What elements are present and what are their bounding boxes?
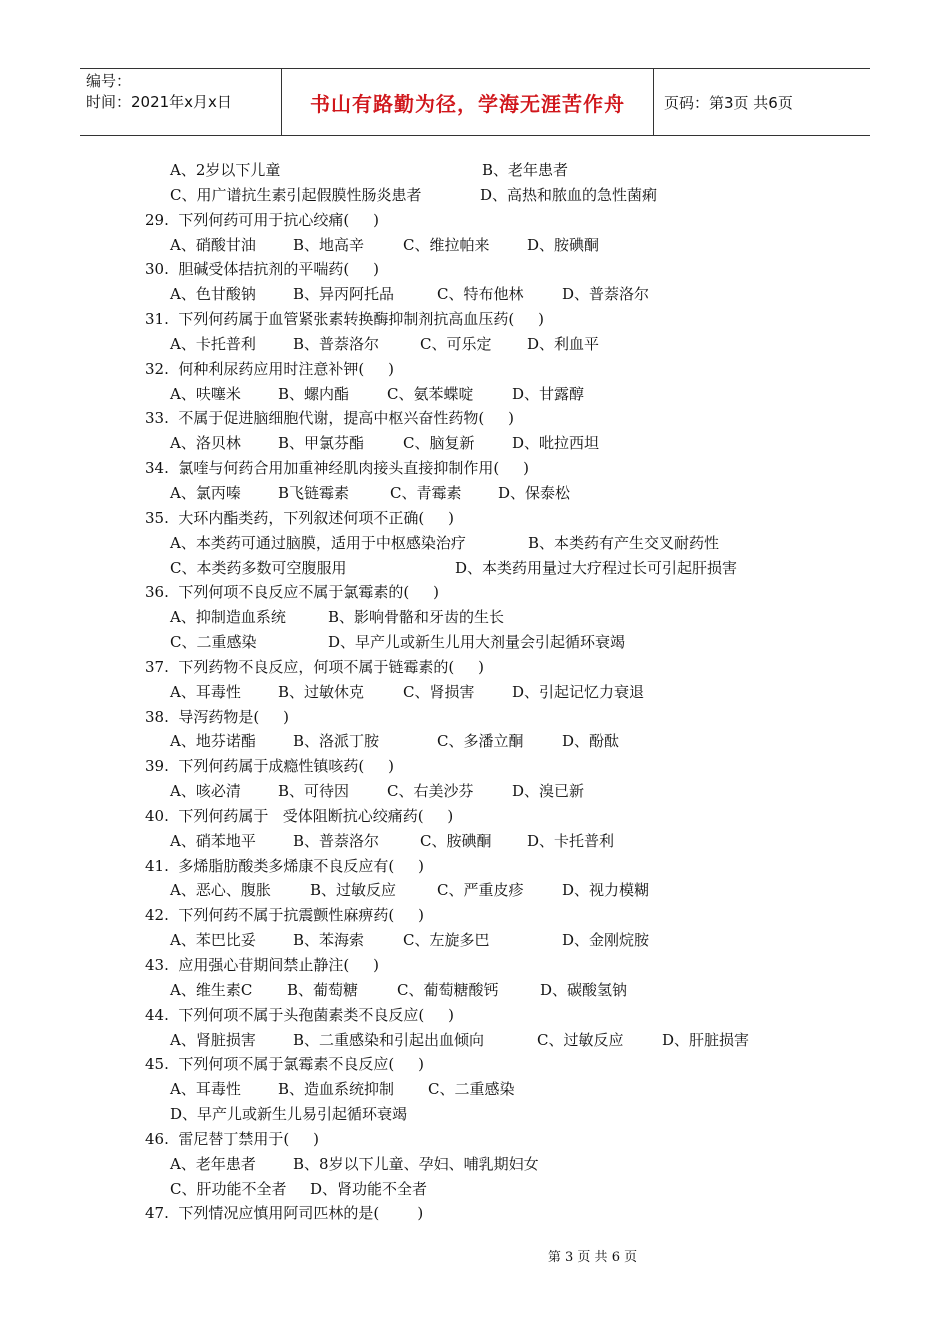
answer-option: D、普萘洛尔 xyxy=(562,285,650,304)
option-row xyxy=(0,1028,950,1053)
answer-option: A、维生素C xyxy=(170,980,253,999)
answer-option: C、维拉帕来 xyxy=(403,235,490,254)
answer-option: C、脑复新 xyxy=(403,434,475,453)
answer-option: A、2岁以下儿童 xyxy=(170,161,281,179)
answer-option: B、异丙阿托品 xyxy=(293,285,395,304)
answer-option: A、呋噻米 xyxy=(170,384,241,403)
answer-option: B、葡萄糖 xyxy=(287,980,359,999)
answer-option: B、地高辛 xyxy=(293,235,365,254)
answer-option: D、甘露醇 xyxy=(512,384,585,403)
answer-option: D、吡拉西坦 xyxy=(512,434,600,453)
header-page-info: 页码：第3页 共6页 xyxy=(664,93,793,112)
question-stem: 40. 下列何药属于 受体阻断抗心绞痛药( ) xyxy=(145,806,454,825)
header-meta xyxy=(80,69,282,135)
question-stem: 39. 下列何药属于成瘾性镇咳药( ) xyxy=(145,757,394,776)
answer-option: D、视力模糊 xyxy=(562,881,650,900)
answer-option: B、普萘洛尔 xyxy=(293,831,380,850)
option-row xyxy=(0,878,950,903)
answer-option: A、耳毒性 xyxy=(170,1080,241,1099)
document-number-label: 编号： xyxy=(86,72,132,90)
answer-option: D、溴已新 xyxy=(512,782,585,801)
answer-option: B、二重感染和引起出血倾向 xyxy=(293,1030,485,1049)
header-motto: 书山有路勤为径，学海无涯苦作舟 xyxy=(282,69,654,135)
answer-option: A、肾脏损害 xyxy=(170,1030,256,1049)
question-stem: 45. 下列何项不属于氯霉素不良反应( ) xyxy=(145,1055,424,1074)
option-row xyxy=(0,978,950,1003)
answer-option: C、胺碘酮 xyxy=(420,831,492,850)
question-stem: 29. 下列何药可用于抗心绞痛( ) xyxy=(145,210,379,229)
answer-option: D、肝脏损害 xyxy=(662,1030,750,1049)
option-row xyxy=(0,183,950,208)
answer-option: C、特布他林 xyxy=(437,285,524,304)
answer-option: B、造血系统抑制 xyxy=(278,1080,395,1099)
answer-option: B、老年患者 xyxy=(482,161,569,179)
option-row xyxy=(0,779,950,804)
option-row xyxy=(0,431,950,456)
option-row xyxy=(0,630,950,655)
answer-option: A、氯丙嗪 xyxy=(170,483,241,502)
answer-option: C、肾损害 xyxy=(403,682,475,701)
answer-option: D、利血平 xyxy=(527,334,600,353)
answer-option: B、洛派丁胺 xyxy=(293,732,380,751)
answer-option: B、过敏反应 xyxy=(310,881,397,900)
question-stem: 35. 大环内酯类药，下列叙述何项不正确( ) xyxy=(145,508,454,527)
answer-option: C、本类药多数可空腹服用 xyxy=(170,558,347,577)
answer-option: B、苯海索 xyxy=(293,931,365,950)
answer-option: D、引起记忆力衰退 xyxy=(512,682,645,701)
answer-option: A、硝苯地平 xyxy=(170,831,256,850)
question-stem: 43. 应用强心苷期间禁止静注( ) xyxy=(145,956,379,974)
question-stem: 47. 下列情况应慎用阿司匹林的是( ) xyxy=(145,1204,424,1223)
answer-option: C、二重感染 xyxy=(170,633,257,652)
page-header xyxy=(80,68,870,136)
answer-option: D、金刚烷胺 xyxy=(562,931,650,950)
answer-option: C、多潘立酮 xyxy=(437,732,524,751)
answer-option: A、咳必清 xyxy=(170,782,241,801)
answer-option: A、恶心、腹胀 xyxy=(170,881,271,900)
answer-option: A、硝酸甘油 xyxy=(170,235,256,254)
answer-option: A、老年患者 xyxy=(170,1154,256,1173)
answer-option: C、二重感染 xyxy=(428,1080,515,1099)
question-stem: 44. 下列何项不属于头孢菌素类不良反应( ) xyxy=(145,1005,454,1024)
option-row xyxy=(0,556,950,581)
answer-option: B、过敏休克 xyxy=(278,682,365,701)
answer-option: A、地芬诺酯 xyxy=(170,732,256,751)
option-row xyxy=(0,1152,950,1177)
option-row xyxy=(0,531,950,556)
question-stem: 36. 下列何项不良反应不属于氯霉素的( ) xyxy=(145,583,439,602)
option-row xyxy=(0,1177,950,1202)
answer-option: D、早产儿或新生儿易引起循环衰竭 xyxy=(170,1105,408,1124)
option-row xyxy=(0,382,950,407)
option-row xyxy=(0,1077,950,1102)
answer-option: C、用广谱抗生素引起假膜性肠炎患者 xyxy=(170,185,422,204)
answer-option: A、卡托普利 xyxy=(170,334,256,353)
answer-option: D、本类药用量过大疗程过长可引起肝损害 xyxy=(455,558,738,577)
option-row xyxy=(0,158,950,183)
option-row xyxy=(0,680,950,705)
question-stem: 41. 多烯脂肪酸类多烯康不良反应有( ) xyxy=(145,856,424,875)
option-row xyxy=(0,928,950,953)
question-stem: 32. 何种利尿药应用时注意补钾( ) xyxy=(145,359,394,378)
answer-option: C、严重皮疹 xyxy=(437,881,524,900)
option-row xyxy=(0,481,950,506)
document-date: 时间：2021年x月x日 xyxy=(86,93,232,111)
option-row xyxy=(0,233,950,258)
answer-option: D、胺碘酮 xyxy=(527,235,600,254)
question-list xyxy=(0,158,950,1226)
answer-option: C、青霉素 xyxy=(390,483,462,502)
answer-option: D、早产儿或新生儿用大剂量会引起循环衰竭 xyxy=(328,633,626,652)
answer-option: A、洛贝林 xyxy=(170,434,241,453)
page-footer: 第 3 页 共 6 页 xyxy=(547,1250,638,1265)
answer-option: C、氨苯蝶啶 xyxy=(387,384,474,403)
answer-option: C、左旋多巴 xyxy=(403,931,490,950)
answer-option: B、影响骨骼和牙齿的生长 xyxy=(328,608,505,627)
option-row xyxy=(0,729,950,754)
answer-option: B、可待因 xyxy=(278,782,350,801)
answer-option: B、螺内酯 xyxy=(278,384,350,403)
question-stem: 31. 下列何药属于血管紧张素转换酶抑制剂抗高血压药( ) xyxy=(145,310,544,329)
answer-option: D、肾功能不全者 xyxy=(310,1179,428,1198)
answer-option: B飞链霉素 xyxy=(278,483,350,502)
question-stem: 30. 胆碱受体拮抗剂的平喘药( ) xyxy=(145,260,379,279)
answer-option: D、碳酸氢钠 xyxy=(540,980,628,999)
answer-option: D、高热和脓血的急性菌痢 xyxy=(480,185,658,204)
question-stem: 42. 下列何药不属于抗震颤性麻痹药( ) xyxy=(145,906,424,925)
answer-option: C、可乐定 xyxy=(420,334,492,353)
answer-option: C、右美沙芬 xyxy=(387,782,474,801)
answer-option: A、色甘酸钠 xyxy=(170,285,256,304)
answer-option: D、酚酞 xyxy=(562,732,620,751)
question-stem: 46. 雷尼替丁禁用于( ) xyxy=(145,1129,319,1148)
answer-option: A、耳毒性 xyxy=(170,682,241,701)
option-row xyxy=(0,1102,950,1127)
question-stem: 38. 导泻药物是( ) xyxy=(145,707,289,726)
answer-option: D、卡托普利 xyxy=(527,831,615,850)
answer-option: B、甲氯芬酯 xyxy=(278,434,365,453)
answer-option: A、本类药可通过脑膜，适用于中枢感染治疗 xyxy=(170,533,466,552)
question-stem: 33. 不属于促进脑细胞代谢，提高中枢兴奋性药物( ) xyxy=(145,409,514,428)
question-stem: 34. 氯喹与何药合用加重神经肌肉接头直接抑制作用( ) xyxy=(145,459,529,478)
option-row xyxy=(0,605,950,630)
answer-option: D、保泰松 xyxy=(498,483,571,502)
answer-option: B、普萘洛尔 xyxy=(293,334,380,353)
answer-option: B、本类药有产生交叉耐药性 xyxy=(528,533,720,552)
question-stem: 37. 下列药物不良反应，何项不属于链霉素的( ) xyxy=(145,657,484,676)
answer-option: B、8岁以下儿童、孕妇、哺乳期妇女 xyxy=(293,1154,539,1173)
option-row xyxy=(0,332,950,357)
answer-option: A、苯巴比妥 xyxy=(170,931,256,950)
answer-option: C、过敏反应 xyxy=(537,1030,624,1049)
answer-option: A、抑制造血系统 xyxy=(170,608,286,627)
answer-option: C、葡萄糖酸钙 xyxy=(397,980,499,999)
answer-option: C、肝功能不全者 xyxy=(170,1179,287,1198)
option-row xyxy=(0,282,950,307)
option-row xyxy=(0,829,950,854)
